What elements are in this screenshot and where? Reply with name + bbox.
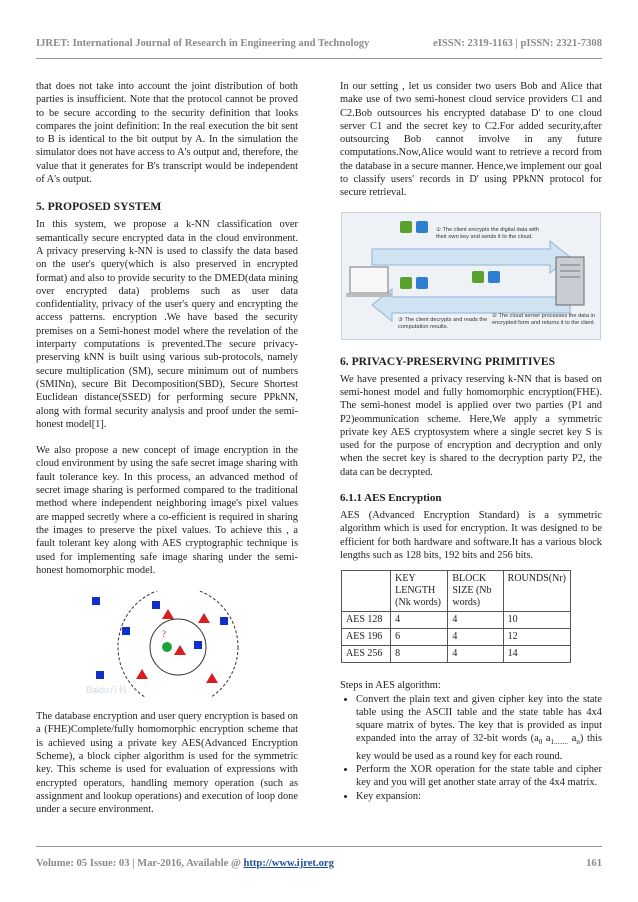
watermark: Baidu百科 xyxy=(86,685,128,696)
aes-table xyxy=(341,570,571,663)
laptop-icon xyxy=(350,267,388,293)
lock-icon xyxy=(472,271,484,283)
footer-volume xyxy=(36,858,334,869)
table-header-cell: ROUNDS(Nr) xyxy=(503,571,570,612)
gear-icon xyxy=(488,271,500,283)
table-cell: 4 xyxy=(448,646,503,663)
knn-diagram xyxy=(82,591,252,697)
table-cell: 14 xyxy=(503,646,570,663)
issn: eISSN: 2319-1163 | pISSN: 2321-7308 xyxy=(433,38,602,49)
section-5-paragraph-2: We also propose a new concept of image encryption in the cloud environment by using the safe secret image sharing with fault tolerance key. In this process, an advanced method of secret image sharing is performed compared to the traditional method where independent neighboring image's pixel values are mapped secretly where a co-efficient is required in sharing the images to preserve the pixel values. To achieve this , a fault tolerant key along with AES cryptographic technique is used for implementing safe image sharing under the semi-honest homomorphic model. xyxy=(36,445,298,576)
section-6-paragraph: We have presented a privacy reserving k-NN that is based on semi-honest model and fully homomorphic encryption(FHE). The semi-honest model is applied over two parties (P1 and P2)eommunication scheme. Here,We apply a symmetric private key AES cryptosystem where a single secret key S is used for the purpose of encryption and decryption and only when the secret key is shared to the decryption party P2, the data can be decrypted. xyxy=(340,373,602,478)
table-row xyxy=(342,629,571,646)
list-item: • Perform the XOR operation for the state table and cipher key and you will get another state array of the 4x4 matrix. xyxy=(356,763,602,790)
blue-square xyxy=(92,597,100,605)
right-column xyxy=(340,80,602,803)
table-cell: 4 xyxy=(448,629,503,646)
query-mark: ? xyxy=(162,629,166,640)
table-header-cell xyxy=(342,571,391,612)
server-icon xyxy=(556,257,584,305)
fhe-figure xyxy=(341,212,601,340)
table-cell: 4 xyxy=(448,612,503,629)
table-cell: 12 xyxy=(503,629,570,646)
table-cell: 4 xyxy=(391,612,448,629)
page-number: 161 xyxy=(586,858,602,869)
table-row xyxy=(342,612,571,629)
step-1-text-a: Convert the plain text and given cipher key into the state table using the ASCII table and the state table has 4x4 square matrix of bytes. The key that is provided as input expanded into the array of 32-bit words (a xyxy=(356,693,602,745)
table-cell: AES 128 xyxy=(342,612,391,629)
query-point xyxy=(162,642,172,652)
blue-square xyxy=(152,601,160,609)
blue-square xyxy=(194,641,202,649)
left-column xyxy=(36,80,298,816)
subscript: 1........ xyxy=(550,738,569,747)
step-1-text-c: a xyxy=(568,733,577,745)
table-header-cell: KEY LENGTH (Nk words) xyxy=(391,571,448,612)
page-footer xyxy=(36,858,602,869)
aes-paragraph: AES (Advanced Encryption Standard) is a symmetric algorithm which is used for encryption. It was designed to be efficient for both hardware and software.It has a various block lengths such as 128 bits, 192 bits and 256 bits. xyxy=(340,510,602,561)
step-1-text-b: a xyxy=(542,733,551,745)
volume-text: Volume: 05 Issue: 03 | Mar-2016, Available @ xyxy=(36,858,244,869)
step-1-text: ① The client encrypts the digital data with their own key and sends it to the cloud. xyxy=(436,226,539,240)
list-item xyxy=(356,693,602,764)
subscript: 0 xyxy=(538,738,543,747)
key-icon xyxy=(416,277,428,289)
laptop-base xyxy=(346,293,392,297)
header-rule xyxy=(36,58,602,59)
lock-icon xyxy=(400,221,412,233)
list-item: • Key expansion: xyxy=(356,790,602,803)
subscript: n xyxy=(576,738,580,747)
table-header-row xyxy=(342,571,571,612)
table-cell: 6 xyxy=(391,629,448,646)
section-5-paragraph-1: In this system, we propose a k-NN classification over semantically secure encrypted data in the cloud environment. A privacy preserving k-NN is used to classify the data based on the user's query(which is also preserved in encrypted format) and also to provide security to the DMED(data mining over encrypted data) problems such as user data confidentiality, privacy of the user's query and encrypting the access patterns. encryption .We have based the security premises on a Semi-honest model where the revelation of the interparty computations is prevented.The secure privacy-preserving kNN is built using various sub-protocols, namely secure multiplication (SM), secure minimum out of numbers (SMINn), secure Bit Decomposition(SBD), Secure Shortest Euclidean distance(SSED) for performing secure PPkNN, along with formal security analysis and proof under the semi-honest model[1]. xyxy=(36,219,298,430)
lock-icon xyxy=(400,277,412,289)
blue-square xyxy=(220,617,228,625)
page-header xyxy=(36,38,602,49)
fhe-diagram xyxy=(342,213,600,339)
table-cell: 8 xyxy=(391,646,448,663)
footer-rule xyxy=(36,846,602,847)
table-cell: AES 256 xyxy=(342,646,391,663)
step-1-text-d: ) this key would be used as a round key for each round. xyxy=(356,733,602,762)
key-icon xyxy=(416,221,428,233)
blue-square xyxy=(122,627,130,635)
section-5-paragraph-3: The database encryption and user query encryption is based on a (FHE)Complete/fully homomorphic encryption scheme that is achieved using a private key AES(Advanced Encryption Scheme), a block cipher algorithm is used for the symmetric key. This scheme is used for evaluation of expressions with encrypted operators, handling memory operation (such as assignment and lookup operations) and execution of loop done under a secure environment. xyxy=(36,711,298,816)
section-5-heading: 5. PROPOSED SYSTEM xyxy=(36,200,162,214)
setting-paragraph: In our setting , let us consider two users Bob and Alice that make use of two semi-honest cloud service providers C1 and C2.Bob outsources his encrypted database D' to one cloud server C1 and the secret key to C2.For added security,after outsourcing Bob cannot involve in any future computations.Now,Alice would want to retrieve a record from the database in a secure manner. Hence,we implement our goal to classify users' records in D' using PPkNN protocol for secure retrieval. xyxy=(340,81,602,199)
table-header-cell: BLOCK SIZE (Nb words) xyxy=(448,571,503,612)
steps-list xyxy=(340,693,602,803)
steps-heading: Steps in AES algorithm: xyxy=(340,680,441,692)
journal-link[interactable]: http://www.ijret.org xyxy=(243,858,334,869)
blue-square xyxy=(96,671,104,679)
table-cell: 10 xyxy=(503,612,570,629)
step-2-text: ② The cloud server processes the data in encrypted form and returns it to the client. xyxy=(492,312,596,326)
table-row xyxy=(342,646,571,663)
section-611-heading: 6.1.1 AES Encryption xyxy=(340,492,442,505)
journal-title: IJRET: International Journal of Research in Engineering and Technology xyxy=(36,38,370,49)
intro-paragraph: that does not take into account the joint distribution of both parties is insufficient. Note that the protocol cannot be proved to be secure according to the security definition that looks compares the joint definition: In the real execution the bit sent to B is identical to the bit output by A. In the simulation the simulator does not have access to A's output and, therefore, the value that it generates for B's transcript would be independent of A's output. xyxy=(36,81,298,186)
step-3-text: ③ The client decrypts and reads the computation results. xyxy=(398,316,488,330)
section-6-heading: 6. PRIVACY-PRESERVING PRIMITIVES xyxy=(340,354,556,368)
knn-figure xyxy=(82,591,252,697)
table-cell: AES 196 xyxy=(342,629,391,646)
